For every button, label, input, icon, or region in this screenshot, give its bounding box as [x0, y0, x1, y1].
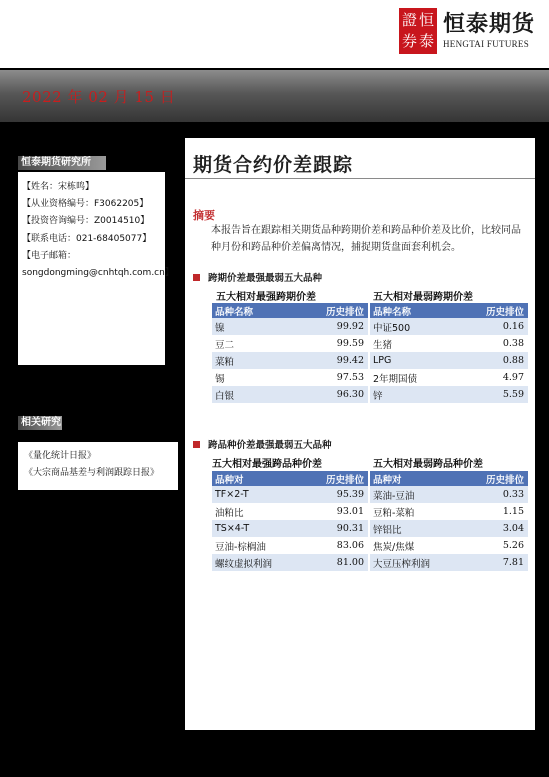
- analyst-qualification: 【从业资格编号：F3062205】: [22, 199, 149, 210]
- table-cell: 7.81: [469, 554, 528, 571]
- table-row: [212, 537, 528, 554]
- table-row: [212, 554, 528, 571]
- table-cell: 豆粕-菜粕: [369, 503, 469, 520]
- table-row: [212, 352, 528, 369]
- table-cell: TF×2-T: [212, 486, 307, 503]
- table-cell: LPG: [369, 352, 469, 369]
- square-bullet-icon: [193, 441, 200, 448]
- company-name-en: HENGTAI FUTURES: [443, 39, 530, 50]
- table-cell: 4.97: [502, 372, 524, 383]
- table-row: [212, 503, 528, 520]
- table-row: [212, 335, 528, 352]
- table-header-row: [212, 471, 528, 486]
- related-research-box: [18, 442, 178, 490]
- table-cell: 豆二: [215, 339, 235, 351]
- table-cell: 螺纹虚拟利润: [212, 554, 307, 571]
- section-heading-text: 跨品种价差最强最弱五大品种: [208, 440, 332, 451]
- table-cell: 0.38: [502, 338, 524, 349]
- weakest-cross-title: 五大相对最弱跨品种价差: [373, 459, 483, 470]
- table-cell: 81.00: [307, 554, 369, 571]
- table-cell: 焦炭/焦煤: [369, 537, 469, 554]
- table-cell: 锡: [215, 373, 225, 385]
- report-date: 2022 年 02 月 15 日: [22, 88, 176, 106]
- cross-commodity-table: [212, 471, 528, 571]
- related-research-link[interactable]: 《量化统计日报》: [24, 451, 97, 461]
- table-cell: 95.39: [307, 486, 369, 503]
- strongest-calendar-title: 五大相对最强跨期价差: [216, 292, 316, 303]
- section-heading-calendar-spread: [193, 270, 322, 284]
- table-row: [212, 369, 528, 386]
- table-cell: 大豆压榨利润: [369, 554, 469, 571]
- table-cell: 5.59: [469, 386, 528, 403]
- table-cell: 锌: [369, 386, 469, 403]
- table-cell: 0.16: [469, 318, 528, 335]
- table-cell: 90.31: [307, 520, 369, 537]
- table-cell: 豆油-棕榈油: [215, 541, 266, 553]
- table-cell: 83.06: [336, 540, 364, 551]
- seal-char: 恒: [418, 11, 434, 29]
- column-header: 品种对: [212, 471, 307, 486]
- table-cell: 生猪: [369, 335, 469, 352]
- table-cell: 油粕比: [215, 507, 244, 519]
- square-bullet-icon: [193, 274, 200, 281]
- calendar-spread-table: [212, 303, 528, 403]
- table-cell: 菜油-豆油: [369, 486, 469, 503]
- analyst-name: 【姓名：宋栋鸣】: [22, 182, 95, 192]
- table-cell: 96.30: [297, 386, 369, 403]
- table-row: [212, 520, 528, 537]
- table-cell: 97.53: [336, 372, 364, 383]
- report-title: 期货合约价差跟踪: [193, 154, 354, 176]
- strongest-cross-title: 五大相对最强跨品种价差: [212, 459, 322, 470]
- table-cell: 0.33: [469, 486, 528, 503]
- logo-seal: [399, 8, 437, 54]
- table-cell: 2年期国债: [369, 369, 469, 386]
- table-cell: 99.59: [336, 338, 364, 349]
- seal-char: 泰: [418, 32, 434, 50]
- table-row: [212, 318, 528, 335]
- analyst-consult-id: 【投资咨询编号：Z0014510】: [22, 216, 150, 227]
- related-research-label: 相关研究: [18, 416, 62, 430]
- abstract-heading: 摘要: [193, 209, 215, 222]
- title-divider: [185, 178, 535, 179]
- table-cell: 3.04: [469, 520, 528, 537]
- analyst-phone: 【联系电话：021-68405077】: [22, 233, 152, 244]
- weakest-calendar-title: 五大相对最弱跨期价差: [373, 292, 473, 303]
- table-cell: 1.15: [502, 506, 524, 517]
- section-heading-cross-commodity: [193, 437, 332, 451]
- column-header: 历史排位: [307, 471, 369, 486]
- table-cell: 白银: [212, 386, 297, 403]
- table-cell: 5.26: [502, 540, 524, 551]
- table-cell: 0.88: [469, 352, 528, 369]
- company-name-cn: 恒泰期货: [443, 11, 536, 37]
- table-cell: TS×4-T: [212, 520, 307, 537]
- table-row: [212, 386, 528, 403]
- table-cell: 中证500: [369, 318, 469, 335]
- section-heading-text: 跨期价差最强最弱五大品种: [208, 273, 323, 284]
- analyst-email[interactable]: songdongming@cnhtqh.com.cn】: [22, 268, 174, 279]
- table-cell: 99.92: [297, 318, 369, 335]
- column-header: 品种名称: [369, 303, 469, 318]
- analyst-email-label: 【电子邮箱：: [22, 250, 77, 261]
- column-header: 历史排位: [469, 303, 528, 318]
- table-cell: 镍: [212, 318, 297, 335]
- column-header: 历史排位: [297, 303, 369, 318]
- institute-label: 恒泰期货研究所: [18, 156, 106, 170]
- table-cell: 菜粕: [212, 352, 297, 369]
- column-header: 品种对: [369, 471, 469, 486]
- analyst-info-box: [18, 172, 174, 365]
- seal-char: 證: [401, 11, 417, 29]
- related-research-link[interactable]: 《大宗商品基差与利润跟踪日报》: [24, 468, 160, 478]
- column-header: 品种名称: [212, 303, 297, 318]
- table-cell: 99.42: [297, 352, 369, 369]
- table-cell: 锌铝比: [369, 520, 469, 537]
- table-row: [212, 486, 528, 503]
- table-cell: 93.01: [336, 506, 364, 517]
- column-header: 历史排位: [469, 471, 528, 486]
- company-logo: [399, 6, 539, 56]
- abstract-text: 本报告旨在跟踪相关期货品种跨期价差和跨品种价差及比价，比较同品种月份和跨品种价差偏离情况，捕捉期货盘面套利机会。: [211, 225, 521, 253]
- table-header-row: [212, 303, 528, 318]
- seal-char: 券: [401, 32, 417, 50]
